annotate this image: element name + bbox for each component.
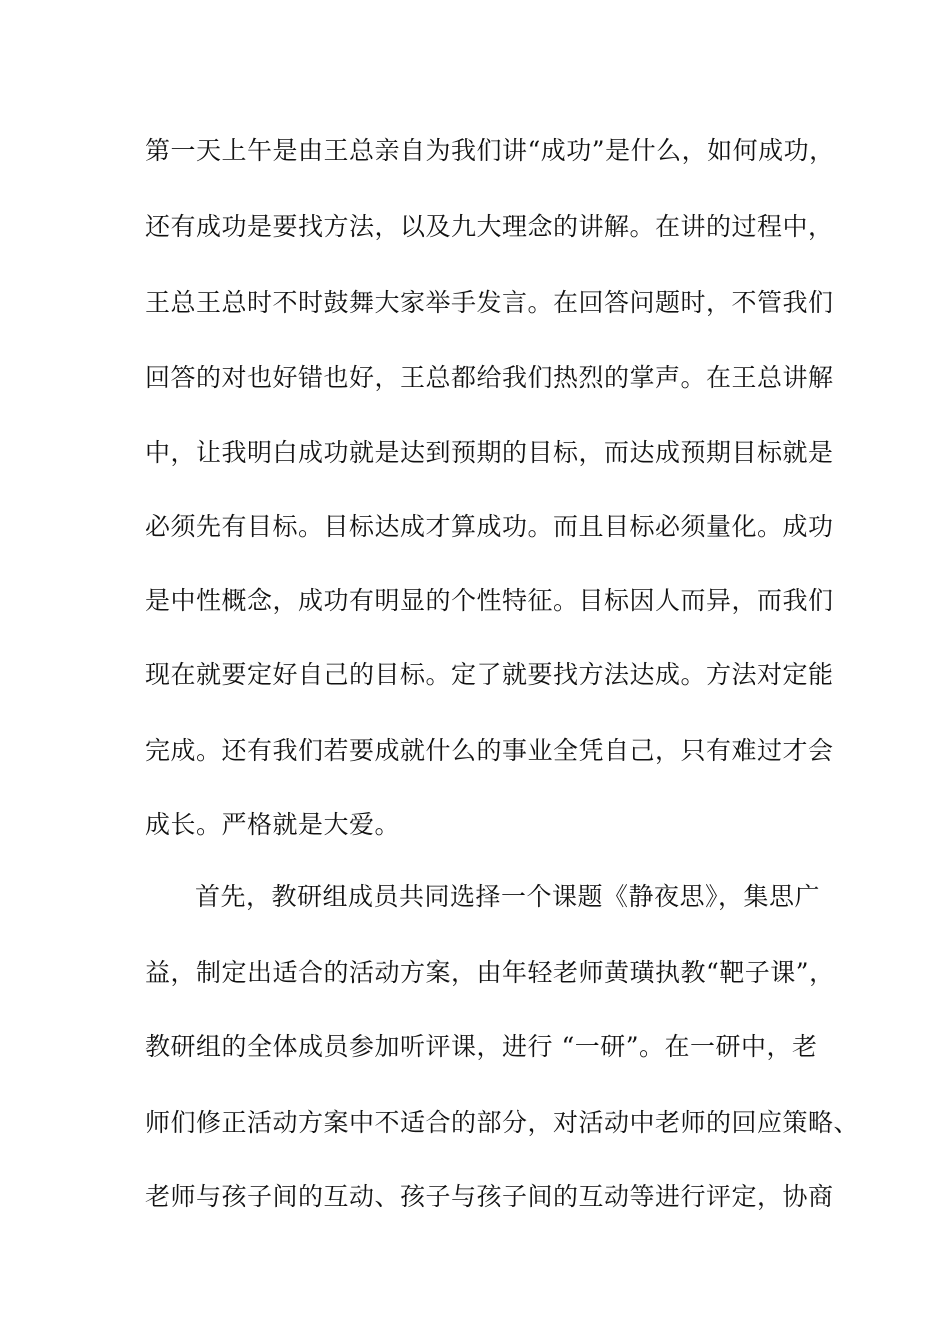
paragraph-1-line-7: 是中性概念，成功有明显的个性特征。目标因人而异，而我们 [145, 586, 834, 615]
paragraph-1-line-4: 回答的对也好错也好，王总都给我们热烈的掌声。在王总讲解 [145, 363, 834, 392]
paragraph-2-line-4: 师们修正活动方案中不适合的部分，对活动中老师的回应策略、 [145, 1108, 860, 1137]
paragraph-1-line-6: 必须先有目标。目标达成才算成功。而且目标必须量化。成功 [145, 512, 834, 541]
paragraph-1-line-8: 现在就要定好自己的目标。定了就要找方法达成。方法对定能 [145, 660, 834, 689]
paragraph-1-line-3: 王总王总时不时鼓舞大家举手发言。在回答问题时，不管我们 [145, 288, 834, 317]
paragraph-2-line-5: 老师与孩子间的互动、孩子与孩子间的互动等进行评定，协商 [145, 1182, 834, 1211]
paragraph-1-line-1: 第一天上午是由王总亲自为我们讲“成功”是什么，如何成功， [145, 136, 835, 165]
paragraph-1-line-5: 中，让我明白成功就是达到预期的目标，而达成预期目标就是 [145, 438, 834, 467]
paragraph-2-line-1: 首先，教研组成员共同选择一个课题《静夜思》，集思广 [195, 882, 821, 911]
paragraph-2-line-2: 益，制定出适合的活动方案，由年轻老师黄璜执教“靶子课”， [145, 958, 835, 987]
paragraph-1-line-2: 还有成功是要找方法，以及九大理念的讲解。在讲的过程中， [145, 212, 834, 241]
paragraph-2-line-3: 教研组的全体成员参加听评课，进行 “一研”。在一研中，老 [145, 1032, 818, 1061]
paragraph-1-line-10: 成长。严格就是大爱。 [145, 810, 401, 839]
paragraph-1-line-9: 完成。还有我们若要成就什么的事业全凭自己，只有难过才会 [145, 736, 834, 765]
